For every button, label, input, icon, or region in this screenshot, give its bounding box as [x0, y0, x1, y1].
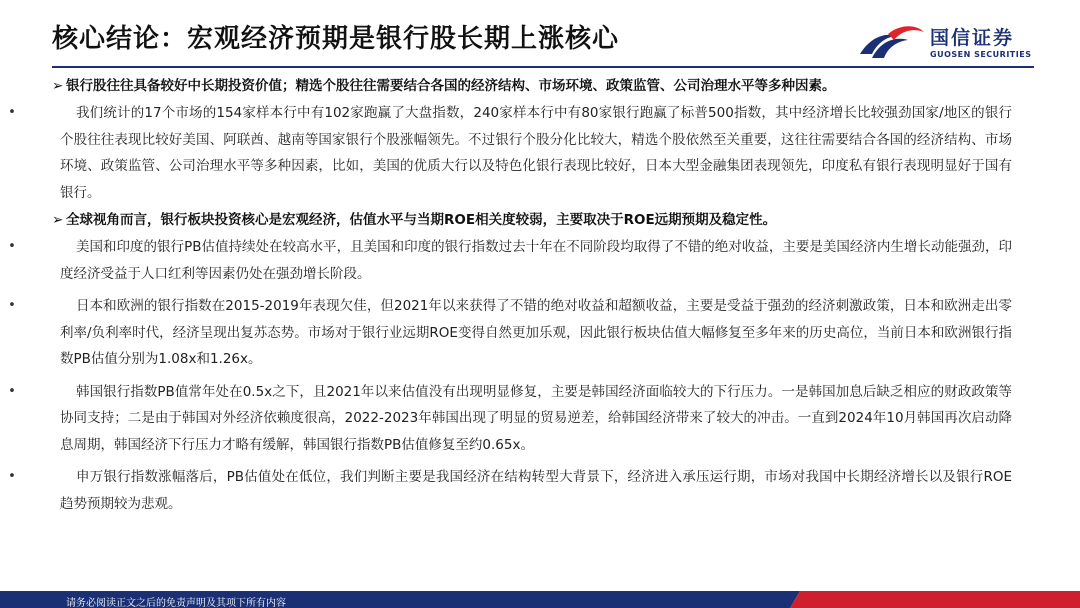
bullet-dot-icon: •	[8, 383, 16, 399]
bullet-text: 美国和印度的银行PB估值持续处在较高水平，且美国和印度的银行指数过去十年在不同阶段均取得了不错的绝对收益，主要是美国经济内生增长动能强劲，印度经济受益于人口红利等因素仍处在强劲增长阶段。	[60, 239, 1012, 282]
bullet-dot-icon: •	[8, 105, 16, 120]
logo-name-cn: 国信证券	[930, 27, 1015, 49]
bullet-item	[8, 293, 1012, 373]
arrow-marker-icon: ➢	[52, 212, 64, 228]
section-heading-text: 银行股往往具备较好中长期投资价值；精选个股往往需要结合各国的经济结构、市场环境、政策监管、公司治理水平等多种因素。	[66, 78, 836, 94]
section-heading	[52, 74, 1012, 98]
bullet-text: 韩国银行指数PB值常年处在0.5x之下，且2021年以来估值没有出现明显修复，主要是韩国经济面临较大的下行压力。一是韩国加息后缺乏相应的财政政策等协同支持；二是由于韩国对外经济依赖度很高，2022-2023年韩国出现了明显的贸易逆差，给韩国经济带来了较大的冲击。一直到2024年10月韩国再次启动降息周期，韩国经济下行压力才略有缓解，韩国银行指数PB估值修复至约0.65x。	[60, 383, 1012, 453]
section-heading	[52, 208, 1012, 232]
bullet-item	[8, 379, 1012, 459]
bullet-dot-icon: •	[8, 298, 16, 313]
bullet-text: 日本和欧洲的银行指数在2015-2019年表现欠佳，但2021年以来获得了不错的绝对收益和超额收益，主要是受益于强劲的经济刺激政策，日本和欧洲走出零利率/负利率时代，经济呈现出复苏态势。市场对于银行业远期ROE变得自然更加乐观，因此银行板块估值大幅修复至多年来的历史高位，当前日本和欧洲银行指数PB估值分别为1.08x和1.26x。	[60, 298, 1012, 367]
bullet-item	[8, 234, 1012, 287]
bullet-text: 我们统计的17个市场的154家样本行中有102家跑赢了大盘指数，240家样本行中有80家银行跑赢了标普500指数，其中经济增长比较强劲国家/地区的银行个股往往表现比较好美国、阿联酋、越南等国家银行个股涨幅领先。不过银行个股分化比较大，精选个股依然至关重要，这往往需要结合各国的经济结构、市场环境、政策监管、公司治理水平等多种因素，比如，美国的优质大行以及特色化银行表现比较好，日本大型金融集团表现领先，印度私有银行表现明显好于国有银行。	[60, 105, 1012, 201]
guosen-logo-icon	[858, 24, 926, 64]
bullet-item	[8, 464, 1012, 517]
arrow-marker-icon: ➢	[52, 78, 64, 94]
company-logo	[858, 22, 1038, 66]
bullet-dot-icon: •	[8, 469, 16, 484]
logo-name-en: GUOSEN SECURITIES	[930, 50, 1032, 59]
content-body	[8, 72, 1012, 517]
page-title: 核心结论：宏观经济预期是银行股长期上涨核心	[52, 24, 620, 54]
title-divider	[52, 66, 1034, 68]
bullet-text: 申万银行指数涨幅落后，PB估值处在低位，我们判断主要是我国经济在结构转型大背景下，经济进入承压运行期，市场对我国中长期经济增长以及银行ROE趋势预期较为悲观。	[60, 469, 1012, 512]
footer-disclaimer: 请务必阅读正文之后的免责声明及其项下所有内容	[66, 598, 286, 608]
bullet-dot-icon: •	[8, 239, 16, 254]
section-heading-text: 全球视角而言，银行板块投资核心是宏观经济，估值水平与当期ROE相关度较弱，主要取决于ROE远期预期及稳定性。	[66, 212, 777, 228]
bullet-item	[8, 100, 1012, 206]
